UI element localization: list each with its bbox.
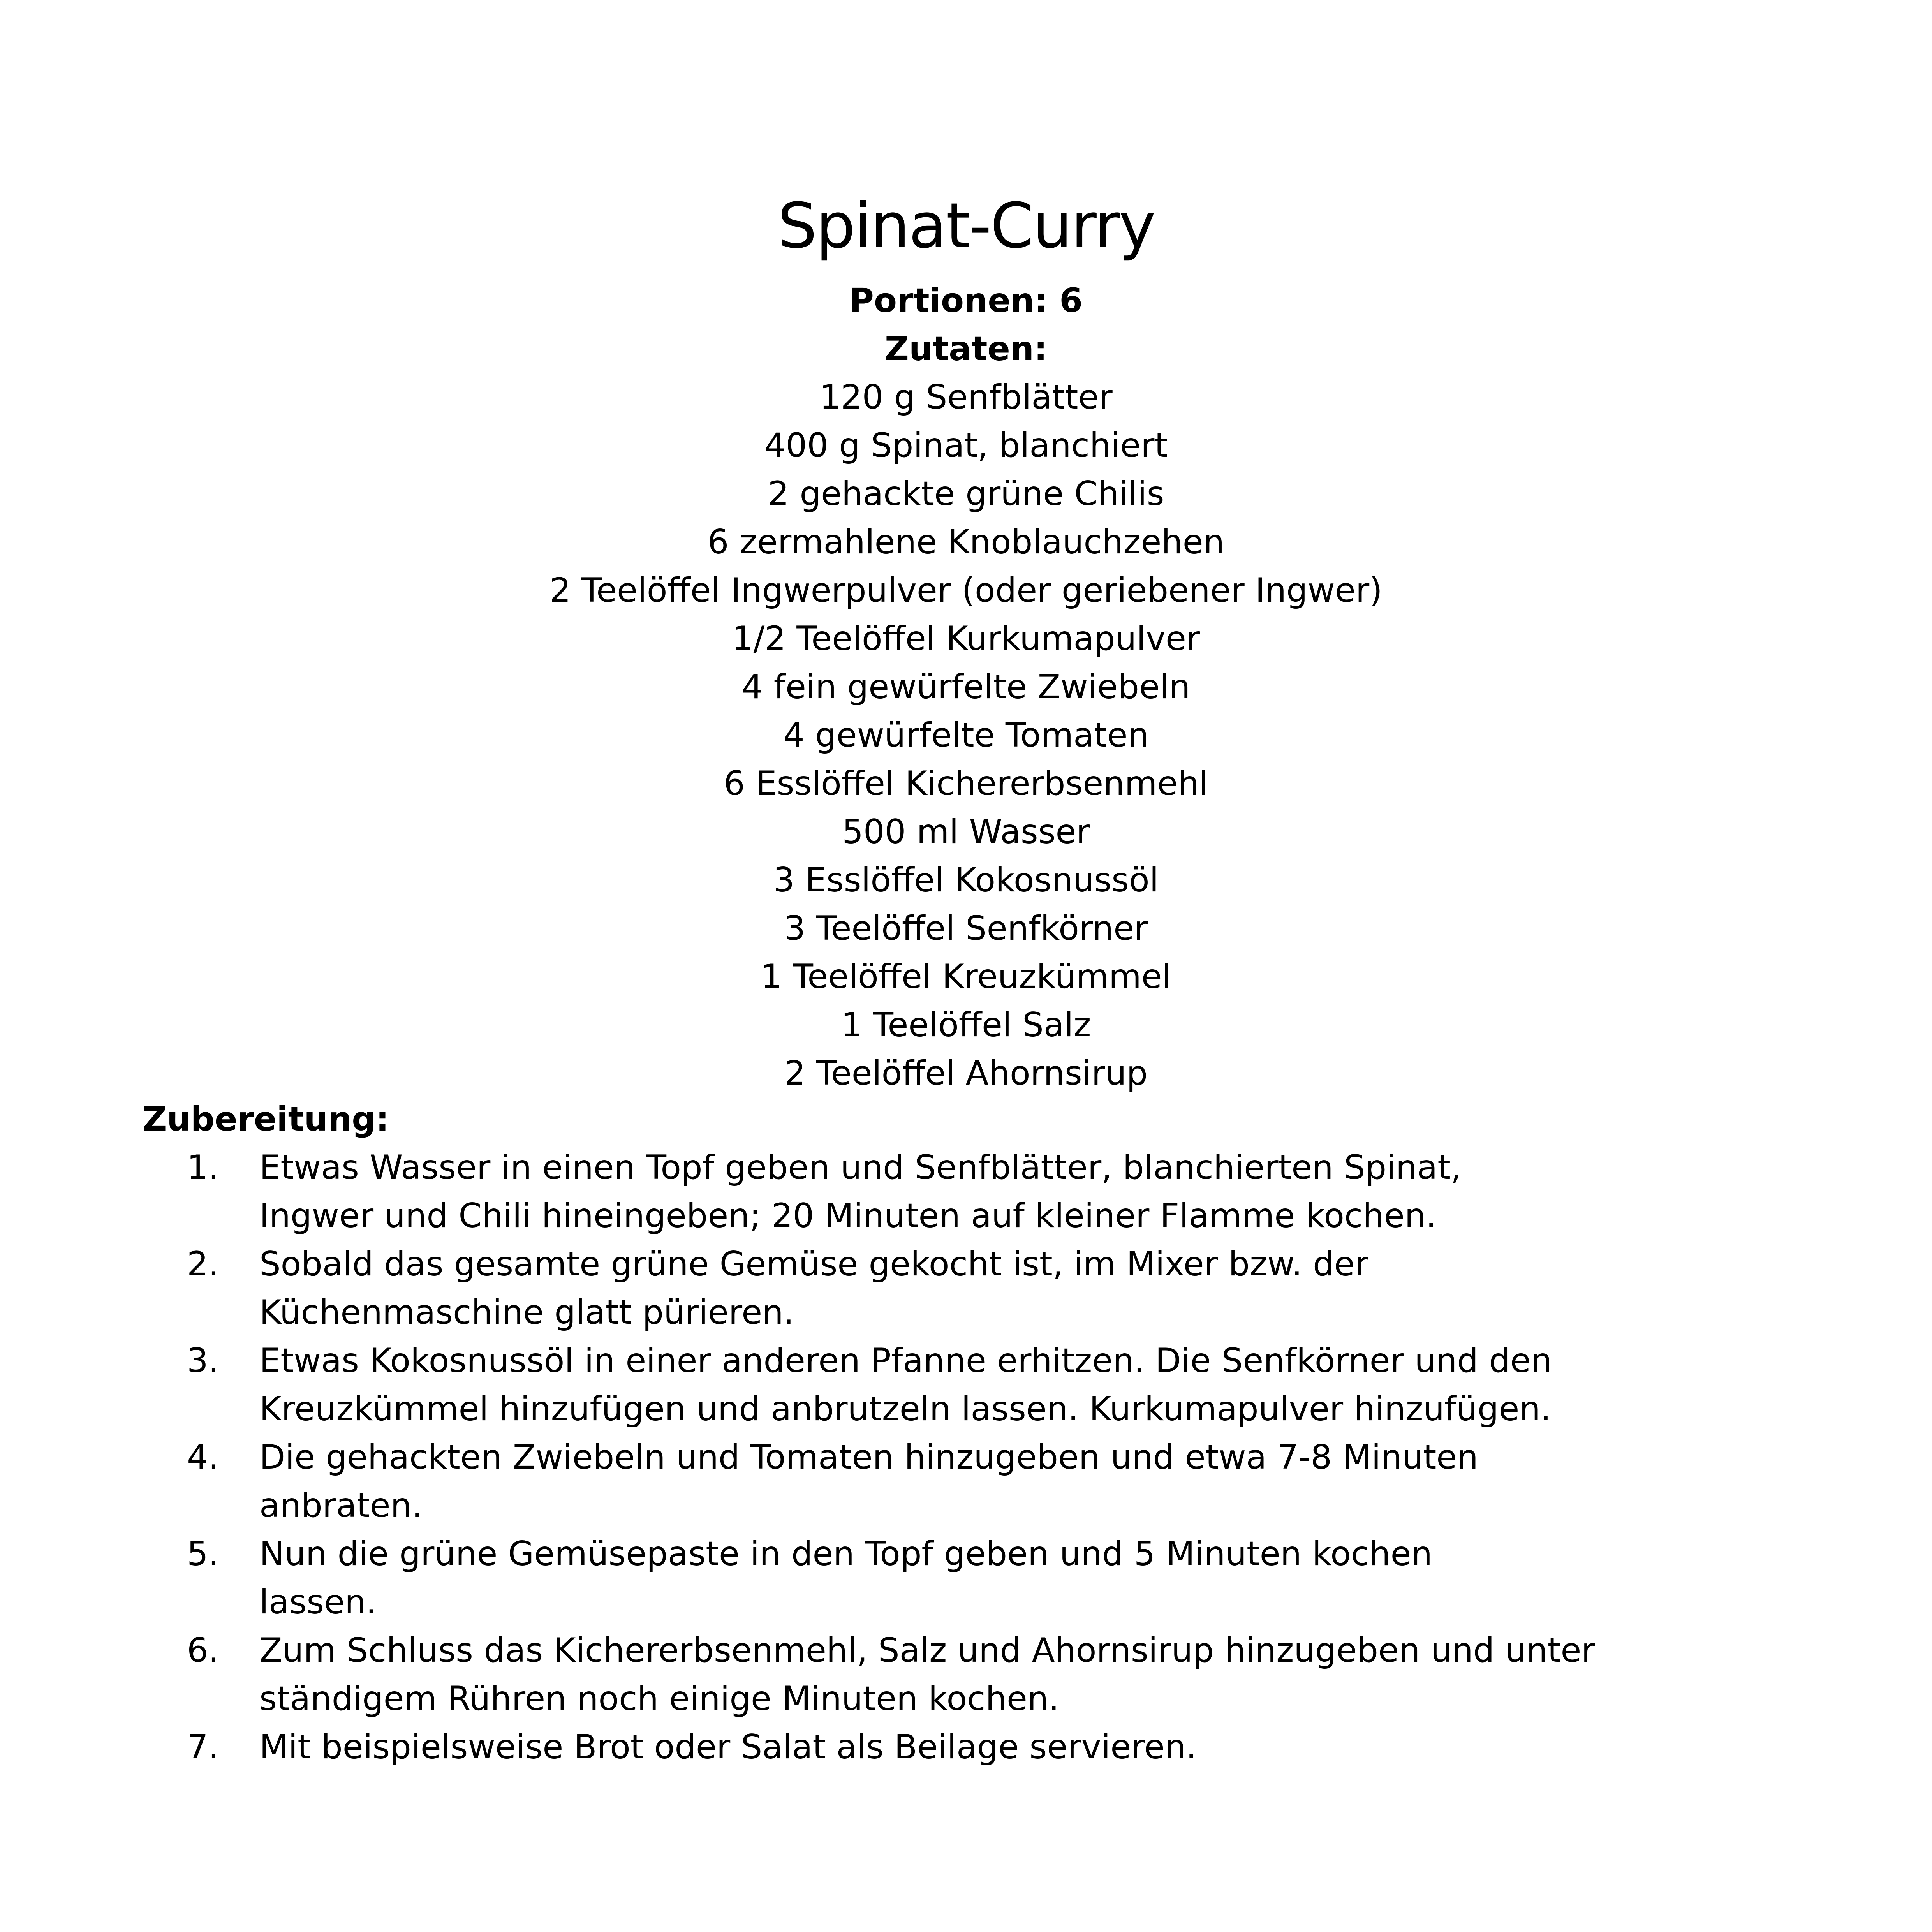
step-number: 6. [187,1631,219,1670]
ingredient-item: 1 Teelöffel Salz [841,1006,1091,1044]
step-text-line: Zum Schluss das Kichererbsenmehl, Salz und Ahornsirup hinzugeben und unter [259,1631,1595,1670]
ingredient-item: 2 gehackte grüne Chilis [768,474,1164,513]
step-number: 3. [187,1341,219,1380]
ingredient-item: 120 g Senfblätter [819,378,1113,417]
ingredient-item: 400 g Spinat, blanchiert [764,426,1168,465]
step-number: 5. [187,1534,219,1573]
step-item [187,1530,1784,1626]
ingredient-item: 1/2 Teelöffel Kurkumapulver [732,619,1200,658]
ingredient-item: 2 Teelöffel Ahornsirup [784,1054,1148,1093]
step-item [187,1433,1784,1530]
step-text-line: Küchenmaschine glatt pürieren. [259,1293,794,1332]
step-text-line: Kreuzkümmel hinzufügen und anbrutzeln lassen. Kurkumapulver hinzufügen. [259,1390,1552,1428]
step-text-line: ständigem Rühren noch einige Minuten kochen. [259,1679,1059,1718]
ingredient-item: 3 Teelöffel Senfkörner [784,909,1148,948]
step-number: 1. [187,1148,219,1187]
step-text-line: Nun die grüne Gemüsepaste in den Topf geben und 5 Minuten kochen [259,1534,1433,1573]
step-text-line: Etwas Wasser in einen Topf geben und Senfblätter, blanchierten Spinat, [259,1148,1462,1187]
servings-line: Portionen: 6 [849,281,1083,320]
step-item [187,1337,1784,1433]
ingredient-item: 6 zermahlene Knoblauchzehen [707,523,1225,562]
step-text-line: Ingwer und Chili hineingeben; 20 Minuten auf kleiner Flamme kochen. [259,1196,1437,1235]
step-number: 7. [187,1728,219,1766]
ingredient-item: 4 fein gewürfelte Zwiebeln [741,667,1191,706]
step-text-line: Mit beispielsweise Brot oder Salat als Beilage servieren. [259,1728,1197,1766]
ingredient-item: 3 Esslöffel Kokosnussöl [773,861,1159,900]
step-item [187,1143,1784,1240]
preparation-steps [187,1143,1784,1771]
ingredient-item: 4 gewürfelte Tomaten [783,716,1149,755]
ingredient-item: 500 ml Wasser [842,812,1090,851]
step-text-line: anbraten. [259,1486,423,1525]
ingredient-item: 2 Teelöffel Ingwerpulver (oder geriebener Ingwer) [549,571,1383,610]
step-item [187,1240,1784,1337]
step-number: 4. [187,1438,219,1477]
step-number: 2. [187,1245,219,1284]
step-text-line: Die gehackten Zwiebeln und Tomaten hinzugeben und etwa 7-8 Minuten [259,1438,1478,1477]
ingredients-heading: Zutaten: [884,329,1048,368]
ingredient-item: 1 Teelöffel Kreuzkümmel [761,957,1171,996]
step-text-line: Sobald das gesamte grüne Gemüse gekocht ist, im Mixer bzw. der [259,1245,1369,1284]
ingredient-item: 6 Esslöffel Kichererbsenmehl [724,764,1208,803]
step-item [187,1723,1784,1771]
ingredients-block [0,277,1932,1097]
preparation-heading: Zubereitung: [143,1100,389,1139]
step-text-line: Etwas Kokosnussöl in einer anderen Pfanne erhitzen. Die Senfkörner und den [259,1341,1552,1380]
step-text-line: lassen. [259,1583,377,1622]
step-item [187,1626,1784,1723]
recipe-title: Spinat-Curry [777,189,1155,262]
